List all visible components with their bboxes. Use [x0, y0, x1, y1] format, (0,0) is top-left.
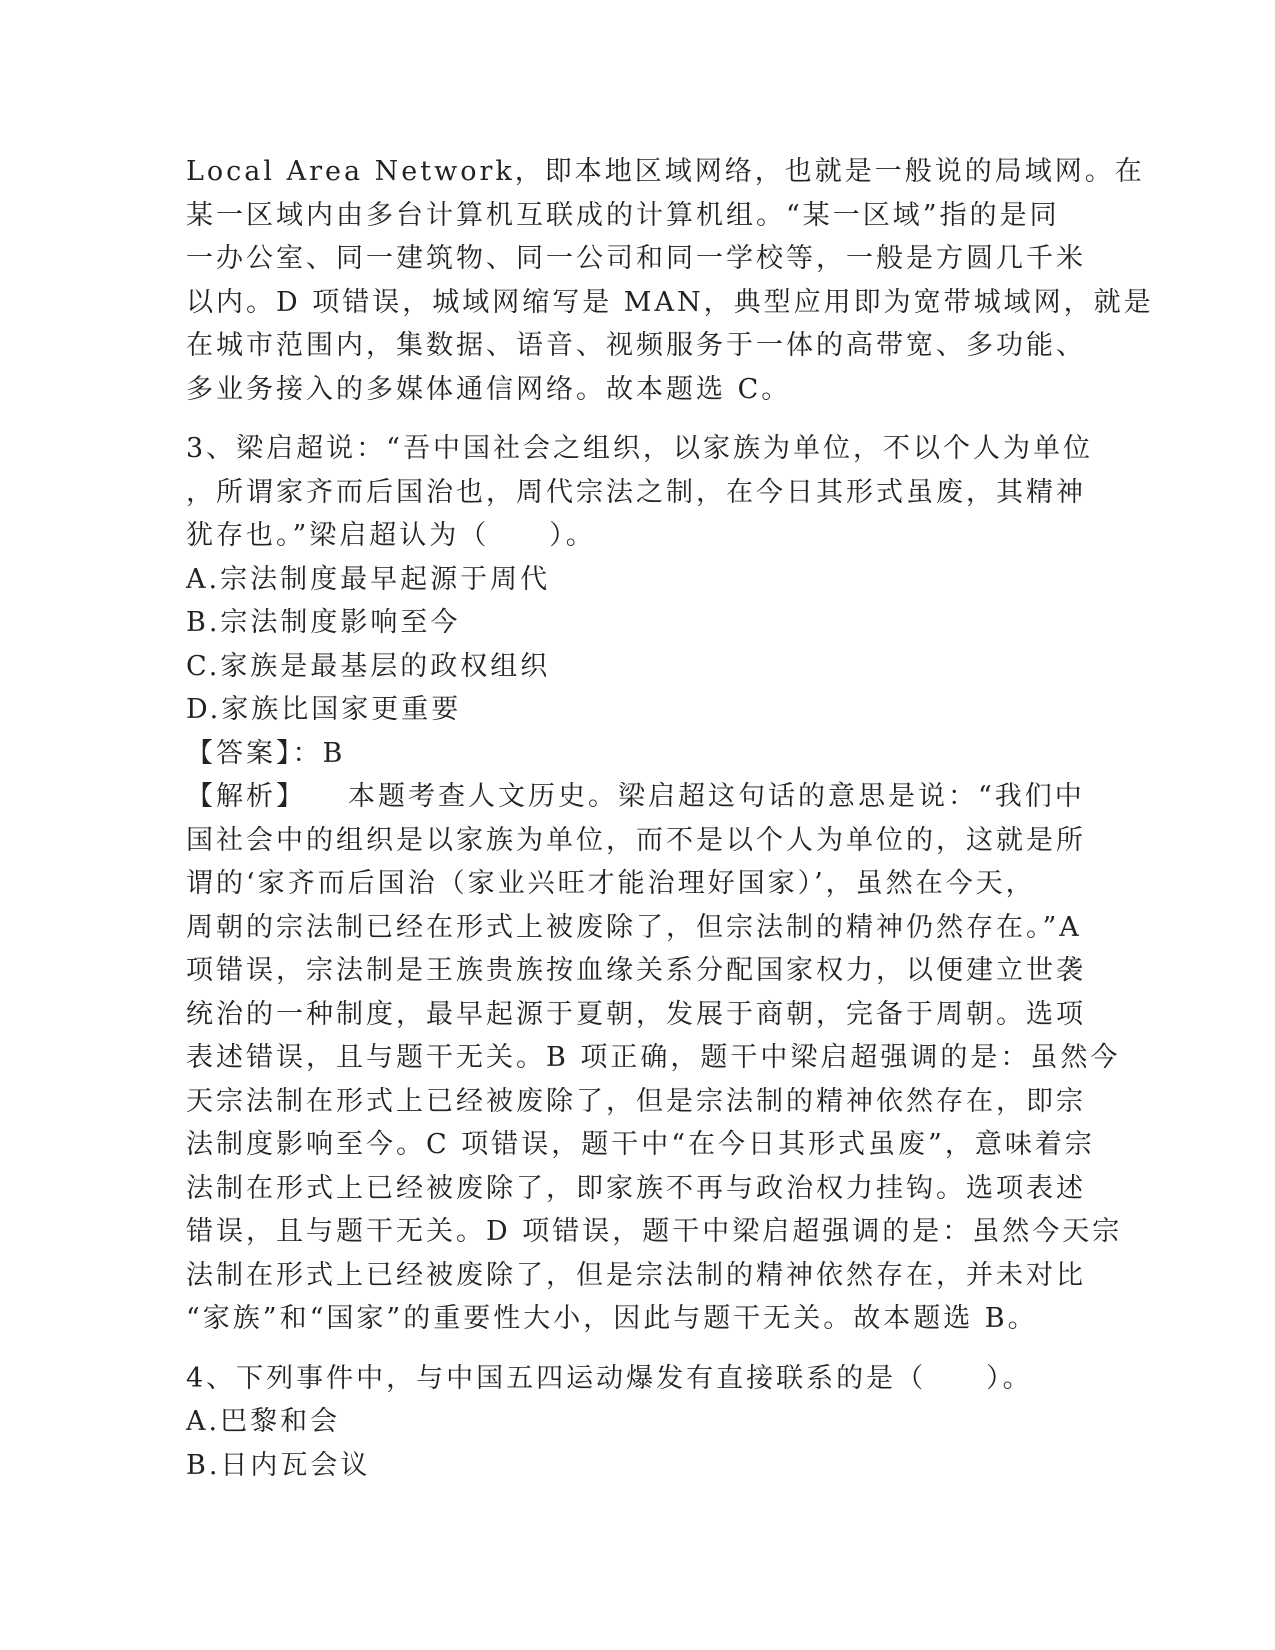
analysis-line: 项错误，宗法制是王族贵族按血缘关系分配国家权力，以便建立世袭 [186, 955, 1086, 986]
text-line: 某一区域内由多台计算机互联成的计算机组。“某一区域”指的是同 [186, 199, 1060, 231]
text-line: 在城市范围内，集数据、语音、视频服务于一体的高带宽、多功能、 [186, 330, 1086, 361]
analysis-line: 法制度影响至今。C 项错误，题干中“在今日其形式虽废”，意味着宗 [186, 1129, 1095, 1160]
option-b: B.宗法制度影响至今 [186, 607, 461, 638]
text-line: 以内。D 项错误，城域网缩写是 MAN，典型应用即为宽带城域网，就是 [186, 286, 1154, 318]
document-page [186, 150, 1154, 1487]
previous-explanation [186, 150, 1154, 411]
answer-label: 【答案】： [186, 737, 323, 769]
spacer [186, 411, 1086, 427]
analysis-line: 法制在形式上已经被废除了，但是宗法制的精神依然存在，并未对比 [186, 1259, 1086, 1291]
option-c: C.家族是最基层的政权组织 [186, 650, 551, 682]
analysis-line: 天宗法制在形式上已经被废除了，但是宗法制的精神依然存在，即宗 [186, 1085, 1086, 1117]
analysis-line: 统治的一种制度，最早起源于夏朝，发展于商朝，完备于周朝。选项 [186, 998, 1086, 1030]
question-stem: 4、下列事件中，与中国五四运动爆发有直接联系的是（ ）。 [186, 1362, 1033, 1394]
analysis-line: “家族”和“国家”的重要性大小，因此与题干无关。故本题选 B。 [186, 1303, 1038, 1334]
spacer [186, 1341, 1086, 1357]
question-4 [186, 1357, 1086, 1488]
question-stem: 3、梁启超说：“吾中国社会之组织，以家族为单位，不以个人为单位 [186, 433, 1093, 464]
analysis-line [186, 775, 1086, 819]
question-stem: ，所谓家齐而后国治也，周代宗法之制，在今日其形式虽废，其精神 [186, 476, 1086, 508]
text-line: 多业务接入的多媒体通信网络。故本题选 C。 [186, 373, 792, 405]
text-line: 一办公室、同一建筑物、同一公司和同一学校等，一般是方圆几千米 [186, 243, 1086, 274]
analysis-line: 国社会中的组织是以家族为单位，而不是以个人为单位的，这就是所 [186, 824, 1086, 856]
analysis-line: 周朝的宗法制已经在形式上被废除了，但宗法制的精神仍然存在。”A [186, 911, 1082, 943]
question-stem: 犹存也。”梁启超认为（ ）。 [186, 520, 596, 551]
analysis-line: 法制在形式上已经被废除了，即家族不再与政治权力挂钩。选项表述 [186, 1172, 1086, 1204]
question-3 [186, 427, 1123, 1341]
answer-value: B [322, 737, 346, 769]
option-a: A.宗法制度最早起源于周代 [186, 563, 551, 595]
analysis-line: 表述错误，且与题干无关。B 项正确，题干中梁启超强调的是：虽然今 [186, 1042, 1121, 1073]
analysis-text: 本题考查人文历史。梁启超这句话的意思是说：“我们中 [348, 781, 1085, 812]
analysis-label: 【解析】 [186, 781, 306, 812]
text-line: Local Area Network，即本地区域网络，也就是一般说的局域网。在 [186, 156, 1145, 187]
option-a: A.巴黎和会 [186, 1406, 341, 1437]
analysis-line: 谓的‘家齐而后国治（家业兴旺才能治理好国家）’，虽然在今天， [186, 868, 1036, 899]
option-d: D.家族比国家更重要 [186, 694, 462, 725]
answer-line [186, 732, 1086, 776]
option-b: B.日内瓦会议 [186, 1449, 371, 1481]
analysis-line: 错误，且与题干无关。D 项错误，题干中梁启超强调的是：虽然今天宗 [186, 1216, 1123, 1247]
